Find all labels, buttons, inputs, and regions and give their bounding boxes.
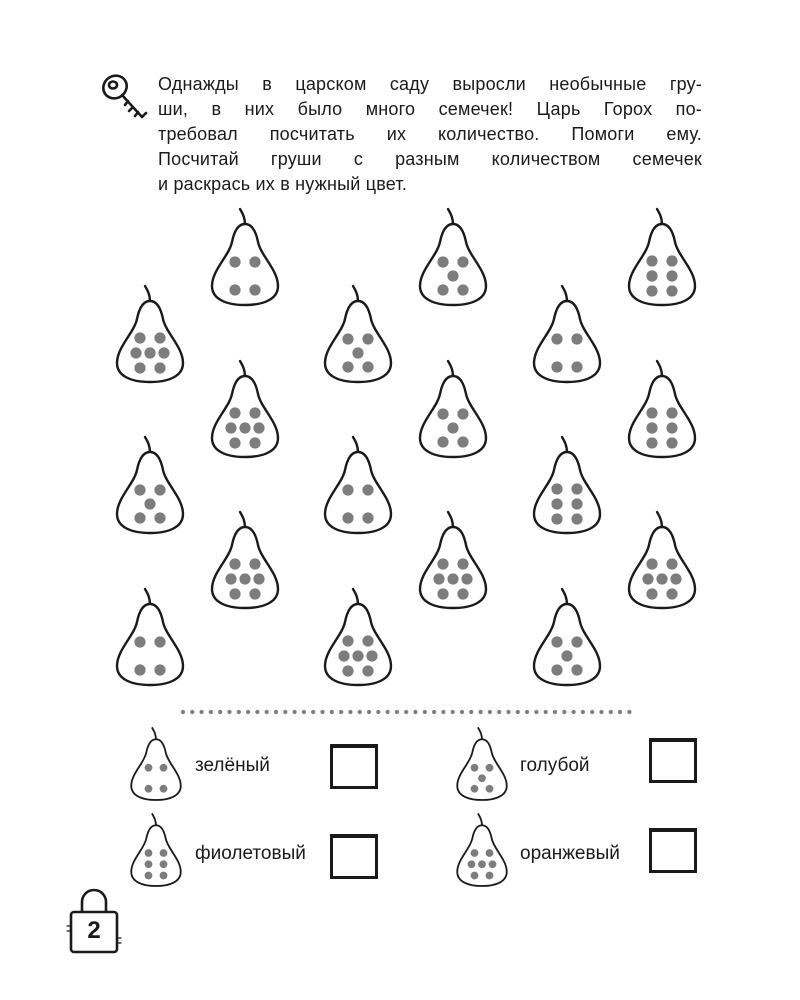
- page-number: 2: [87, 917, 101, 944]
- pear[interactable]: [114, 434, 186, 536]
- seed-dot: [471, 785, 479, 793]
- pear-stem: [353, 589, 358, 605]
- seed-dot: [154, 636, 165, 647]
- seed-dot: [478, 860, 486, 868]
- pear-outline: [325, 604, 391, 685]
- divider-dot: [423, 710, 427, 714]
- pear-stem: [353, 286, 358, 302]
- pear[interactable]: [531, 434, 603, 536]
- pear-stem: [145, 589, 150, 605]
- pear-stem: [152, 814, 156, 826]
- seed-dot: [551, 664, 562, 675]
- seed-dot: [154, 664, 165, 675]
- seed-dot: [457, 588, 468, 599]
- divider-dot: [479, 710, 483, 714]
- seed-dot: [154, 362, 165, 373]
- divider-dot: [181, 710, 185, 714]
- seed-dot: [461, 573, 472, 584]
- seed-dot: [468, 860, 476, 868]
- divider-dot: [255, 710, 259, 714]
- pear-outline: [212, 376, 278, 457]
- divider-dot: [274, 710, 278, 714]
- pear-stem: [448, 209, 453, 225]
- seed-dot: [666, 270, 677, 281]
- divider-dot: [265, 710, 269, 714]
- divider-dot: [358, 710, 362, 714]
- seed-dot: [457, 408, 468, 419]
- answer-box[interactable]: [649, 828, 697, 873]
- seed-dot: [447, 270, 458, 281]
- seed-dot: [145, 872, 153, 880]
- seed-dot: [551, 333, 562, 344]
- pear-outline: [420, 376, 486, 457]
- seed-dot: [646, 255, 657, 266]
- seed-dot: [158, 347, 169, 358]
- seed-dot: [551, 361, 562, 372]
- seed-dot: [249, 437, 260, 448]
- seed-dot: [362, 665, 373, 676]
- divider-dot: [469, 710, 473, 714]
- seed-dot: [249, 558, 260, 569]
- seed-dot: [362, 361, 373, 372]
- instructions-line: Посчитай груши с разным количеством семечек: [158, 149, 702, 169]
- legend-pear: [455, 810, 509, 890]
- seed-dot: [646, 285, 657, 296]
- seed-dot: [489, 860, 497, 868]
- seed-dot: [154, 512, 165, 523]
- seed-dot: [144, 347, 155, 358]
- seed-dot: [145, 860, 153, 868]
- pear-outline: [325, 301, 391, 382]
- seed-dot: [471, 849, 479, 857]
- divider-dot: [497, 710, 501, 714]
- legend-label: зелёный: [195, 755, 270, 776]
- seed-dot: [134, 484, 145, 495]
- seed-dot: [229, 588, 240, 599]
- divider-dot: [395, 710, 399, 714]
- seed-dot: [229, 558, 240, 569]
- seed-dot: [145, 849, 153, 857]
- instructions-line: Однажды в царском саду выросли необычные гру-: [158, 74, 702, 94]
- divider-dot: [293, 710, 297, 714]
- seed-dot: [229, 284, 240, 295]
- pear-outline: [117, 452, 183, 533]
- seed-dot: [342, 361, 353, 372]
- pear-outline: [457, 739, 507, 800]
- seed-dot: [366, 650, 377, 661]
- divider-dot: [451, 710, 455, 714]
- seed-dot: [362, 635, 373, 646]
- divider-dot: [200, 710, 204, 714]
- divider-dot: [618, 710, 622, 714]
- legend-pear: [129, 724, 183, 804]
- seed-dot: [457, 436, 468, 447]
- pear-outline: [325, 452, 391, 533]
- seed-dot: [239, 573, 250, 584]
- pear[interactable]: [626, 206, 698, 308]
- pear-stem: [562, 437, 567, 453]
- seed-dot: [145, 785, 153, 793]
- pear-outline: [212, 527, 278, 608]
- seed-dot: [457, 284, 468, 295]
- seed-dot: [551, 636, 562, 647]
- seed-dot: [239, 422, 250, 433]
- divider-dot: [516, 710, 520, 714]
- pear[interactable]: [209, 206, 281, 308]
- pear-stem: [657, 512, 662, 528]
- pear-outline: [420, 224, 486, 305]
- legend-pear: [129, 810, 183, 890]
- seed-dot: [471, 764, 479, 772]
- seed-dot: [656, 573, 667, 584]
- pear-stem: [240, 209, 245, 225]
- legend-label: голубой: [520, 755, 590, 776]
- seed-dot: [666, 255, 677, 266]
- seed-dot: [154, 332, 165, 343]
- instructions-line: требовал посчитать их количество. Помоги ему.: [158, 124, 702, 144]
- seed-dot: [342, 665, 353, 676]
- instructions-line: и раскрась их в нужный цвет.: [158, 174, 408, 194]
- pear-outline: [629, 224, 695, 305]
- legend-label: оранжевый: [520, 843, 620, 864]
- pear-outline: [534, 301, 600, 382]
- seed-dot: [229, 256, 240, 267]
- seed-dot: [249, 284, 260, 295]
- seed-dot: [666, 422, 677, 433]
- seed-dot: [352, 347, 363, 358]
- divider-dot: [562, 710, 566, 714]
- pear[interactable]: [417, 509, 489, 611]
- seed-dot: [471, 872, 479, 880]
- divider-dot: [506, 710, 510, 714]
- pear-stem: [240, 512, 245, 528]
- seed-dot: [225, 422, 236, 433]
- pear-stem: [478, 814, 482, 826]
- pear-outline: [534, 452, 600, 533]
- pear-stem: [353, 437, 358, 453]
- seed-dot: [486, 785, 494, 793]
- seed-dot: [551, 498, 562, 509]
- divider-dot: [599, 710, 603, 714]
- seed-dot: [646, 407, 657, 418]
- pear[interactable]: [417, 206, 489, 308]
- divider-dot: [590, 710, 594, 714]
- divider-dot: [237, 710, 241, 714]
- pear-outline: [117, 604, 183, 685]
- pear[interactable]: [417, 358, 489, 460]
- pear[interactable]: [626, 509, 698, 611]
- seed-dot: [437, 408, 448, 419]
- pear-stem: [562, 286, 567, 302]
- pear-outline: [457, 825, 507, 886]
- seed-dot: [134, 664, 145, 675]
- seed-dot: [160, 872, 168, 880]
- divider-dot: [609, 710, 613, 714]
- divider-dot: [227, 710, 231, 714]
- seed-dot: [362, 333, 373, 344]
- seed-dot: [478, 774, 486, 782]
- seed-dot: [666, 558, 677, 569]
- divider-dot: [330, 710, 334, 714]
- divider-dot: [218, 710, 222, 714]
- seed-dot: [229, 407, 240, 418]
- seed-dot: [249, 407, 260, 418]
- pear[interactable]: [114, 586, 186, 688]
- divider-dot: [386, 710, 390, 714]
- pear-stem: [657, 209, 662, 225]
- seed-dot: [646, 422, 657, 433]
- divider-dot: [376, 710, 380, 714]
- seed-dot: [433, 573, 444, 584]
- seed-dot: [646, 437, 657, 448]
- seed-dot: [551, 483, 562, 494]
- seed-dot: [249, 256, 260, 267]
- pear-stem: [448, 361, 453, 377]
- seed-dot: [666, 588, 677, 599]
- seed-dot: [160, 764, 168, 772]
- seed-dot: [134, 332, 145, 343]
- legend-label: фиолетовый: [195, 843, 306, 864]
- seed-dot: [338, 650, 349, 661]
- divider-dot: [544, 710, 548, 714]
- pear-outline: [131, 825, 181, 886]
- pear-outline: [420, 527, 486, 608]
- seed-dot: [646, 588, 657, 599]
- divider-dot: [534, 710, 538, 714]
- seed-dot: [666, 437, 677, 448]
- seed-dot: [134, 512, 145, 523]
- divider-dot: [432, 710, 436, 714]
- pear-outline: [212, 224, 278, 305]
- divider-dot: [339, 710, 343, 714]
- seed-dot: [437, 256, 448, 267]
- divider-dot: [627, 710, 631, 714]
- seed-dot: [571, 664, 582, 675]
- pear[interactable]: [322, 586, 394, 688]
- seed-dot: [666, 407, 677, 418]
- pear-stem: [145, 437, 150, 453]
- seed-dot: [342, 484, 353, 495]
- seed-dot: [447, 573, 458, 584]
- divider-dot: [553, 710, 557, 714]
- seed-dot: [571, 333, 582, 344]
- seed-dot: [437, 588, 448, 599]
- pear-outline: [629, 527, 695, 608]
- pear-stem: [145, 286, 150, 302]
- divider-dot: [209, 710, 213, 714]
- divider-dot: [460, 710, 464, 714]
- seed-dot: [486, 764, 494, 772]
- pear[interactable]: [114, 283, 186, 385]
- dotted-divider: [180, 708, 632, 716]
- divider-dot: [404, 710, 408, 714]
- pear-stem: [448, 512, 453, 528]
- key-icon: [98, 70, 156, 130]
- answer-box[interactable]: [649, 738, 697, 783]
- seed-dot: [457, 558, 468, 569]
- seed-dot: [571, 498, 582, 509]
- divider-dot: [246, 710, 250, 714]
- seed-dot: [342, 512, 353, 523]
- divider-dot: [302, 710, 306, 714]
- pear-stem: [240, 361, 245, 377]
- divider-dot: [572, 710, 576, 714]
- pear-outline: [629, 376, 695, 457]
- seed-dot: [253, 573, 264, 584]
- pear-stem: [152, 728, 156, 740]
- divider-dot: [488, 710, 492, 714]
- seed-dot: [646, 270, 657, 281]
- pear[interactable]: [531, 586, 603, 688]
- divider-dot: [413, 710, 417, 714]
- seed-dot: [642, 573, 653, 584]
- seed-dot: [670, 573, 681, 584]
- seed-dot: [352, 650, 363, 661]
- seed-dot: [447, 422, 458, 433]
- pear-stem: [478, 728, 482, 740]
- seed-dot: [561, 650, 572, 661]
- instructions-line: ши, в них было много семечек! Царь Горох по-: [158, 99, 702, 119]
- seed-dot: [229, 437, 240, 448]
- seed-dot: [486, 849, 494, 857]
- seed-dot: [145, 764, 153, 772]
- seed-dot: [486, 872, 494, 880]
- seed-dot: [249, 588, 260, 599]
- divider-dot: [311, 710, 315, 714]
- seed-dot: [225, 573, 236, 584]
- pear[interactable]: [322, 283, 394, 385]
- pear[interactable]: [209, 358, 281, 460]
- seed-dot: [160, 785, 168, 793]
- divider-dot: [190, 710, 194, 714]
- pear[interactable]: [322, 434, 394, 536]
- divider-dot: [320, 710, 324, 714]
- legend-pear: [455, 724, 509, 804]
- seed-dot: [646, 558, 657, 569]
- seed-dot: [571, 361, 582, 372]
- seed-dot: [160, 860, 168, 868]
- answer-box[interactable]: [330, 834, 378, 879]
- seed-dot: [253, 422, 264, 433]
- seed-dot: [134, 636, 145, 647]
- answer-box[interactable]: [330, 744, 378, 789]
- seed-dot: [551, 513, 562, 524]
- seed-dot: [362, 512, 373, 523]
- seed-dot: [154, 484, 165, 495]
- seed-dot: [571, 513, 582, 524]
- pear-outline: [117, 301, 183, 382]
- seed-dot: [130, 347, 141, 358]
- seed-dot: [342, 635, 353, 646]
- pear-stem: [562, 589, 567, 605]
- pear-outline: [534, 604, 600, 685]
- seed-dot: [571, 483, 582, 494]
- seed-dot: [362, 484, 373, 495]
- divider-dot: [348, 710, 352, 714]
- instructions-text: [158, 72, 702, 197]
- divider-dot: [283, 710, 287, 714]
- divider-dot: [367, 710, 371, 714]
- seed-dot: [437, 436, 448, 447]
- divider-dot: [581, 710, 585, 714]
- pear[interactable]: [531, 283, 603, 385]
- divider-dot: [525, 710, 529, 714]
- pear[interactable]: [209, 509, 281, 611]
- pear-outline: [131, 739, 181, 800]
- seed-dot: [342, 333, 353, 344]
- seed-dot: [144, 498, 155, 509]
- pear-stem: [657, 361, 662, 377]
- pear[interactable]: [626, 358, 698, 460]
- divider-dot: [441, 710, 445, 714]
- seed-dot: [666, 285, 677, 296]
- seed-dot: [437, 284, 448, 295]
- seed-dot: [437, 558, 448, 569]
- seed-dot: [571, 636, 582, 647]
- seed-dot: [160, 849, 168, 857]
- seed-dot: [457, 256, 468, 267]
- seed-dot: [134, 362, 145, 373]
